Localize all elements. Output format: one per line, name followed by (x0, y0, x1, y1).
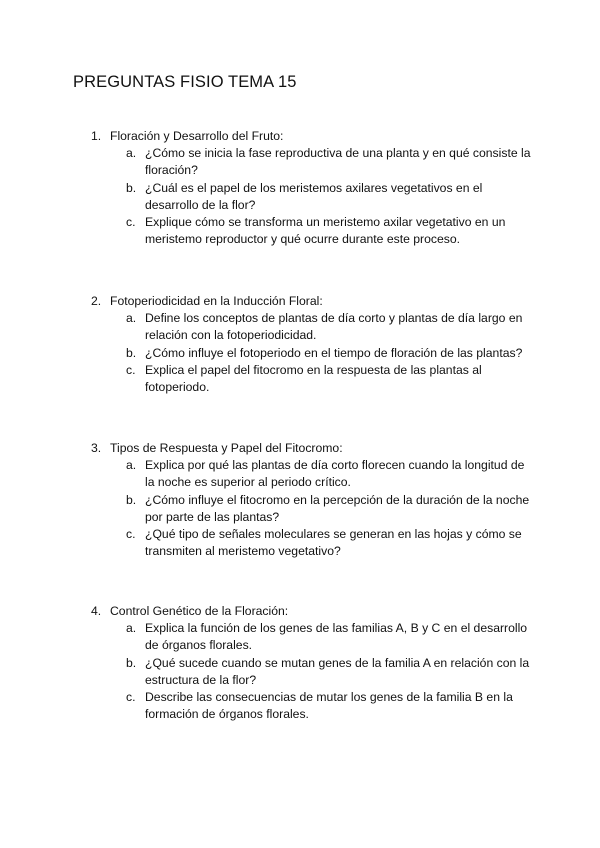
question-letter: a. (126, 458, 137, 473)
section-title: Floración y Desarrollo del Fruto: (110, 129, 284, 143)
question-letter: c. (126, 362, 136, 377)
question-item (91, 457, 531, 491)
question-letter: a. (126, 311, 137, 326)
question-text: Explica la función de los genes de las familias A, B y C en el desarrollo de órganos florales. (145, 621, 528, 653)
question-text: Explica por qué las plantas de día corto florecen cuando la longitud de la noche es superior al periodo crítico. (145, 458, 525, 490)
question-letter: c. (126, 690, 136, 705)
section-heading (91, 603, 531, 620)
section-heading (91, 293, 531, 310)
page-title: PREGUNTAS FISIO TEMA 15 (73, 73, 297, 91)
question-item (91, 689, 531, 723)
section-number: 3. (91, 441, 102, 455)
question-text: ¿Cuál es el papel de los meristemos axilares vegetativos en el desarrollo de la flor? (145, 180, 483, 212)
question-item (91, 492, 531, 526)
section-title: Fotoperiodicidad en la Inducción Floral: (110, 294, 323, 308)
question-item (91, 526, 531, 560)
question-letter: b. (126, 180, 137, 195)
question-text: ¿Qué sucede cuando se mutan genes de la familia A en relación con la estructura de la flor? (145, 655, 530, 687)
question-item (91, 310, 531, 344)
question-text: Define los conceptos de plantas de día corto y plantas de día largo en relación con la fotoperiodicidad. (145, 311, 523, 343)
question-item (91, 145, 531, 179)
question-letter: b. (126, 655, 137, 670)
question-letter: c. (126, 527, 136, 542)
question-item (91, 655, 531, 689)
section-number: 1. (91, 129, 102, 143)
question-list (91, 620, 531, 723)
question-item (91, 180, 531, 214)
section-number: 4. (91, 604, 102, 618)
section-heading (91, 440, 531, 457)
question-item (91, 620, 531, 654)
question-letter: a. (126, 621, 137, 636)
question-text: Explique cómo se transforma un meristemo axilar vegetativo en un meristemo reproductor y qué ocurre durante este proceso. (145, 215, 506, 247)
question-item (91, 214, 531, 248)
question-list (91, 310, 531, 396)
question-text: ¿Cómo influye el fotoperiodo en el tiempo de floración de las plantas? (145, 345, 523, 360)
section-title: Tipos de Respuesta y Papel del Fitocromo: (110, 441, 343, 455)
question-text: ¿Cómo se inicia la fase reproductiva de una planta y en qué consiste la floración? (145, 146, 531, 178)
section-4 (91, 603, 531, 723)
question-letter: c. (126, 215, 136, 230)
question-item (91, 345, 531, 362)
section-1 (91, 128, 531, 248)
section-heading (91, 128, 531, 145)
question-letter: a. (126, 146, 137, 161)
question-letter: b. (126, 492, 137, 507)
question-list (91, 457, 531, 560)
question-item (91, 362, 531, 396)
question-text: Describe las consecuencias de mutar los genes de la familia B en la formación de órganos florales. (145, 690, 513, 722)
question-list (91, 145, 531, 248)
section-3 (91, 440, 531, 560)
question-text: ¿Cómo influye el fitocromo en la percepción de la duración de la noche por parte de las plantas? (145, 492, 530, 524)
question-text: ¿Qué tipo de señales moleculares se generan en las hojas y cómo se transmiten al meristemo vegetativo? (145, 527, 522, 559)
section-2 (91, 293, 531, 396)
section-title: Control Genético de la Floración: (110, 604, 289, 618)
question-text: Explica el papel del fitocromo en la respuesta de las plantas al fotoperiodo. (145, 362, 482, 395)
section-number: 2. (91, 294, 102, 308)
question-letter: b. (126, 345, 137, 360)
